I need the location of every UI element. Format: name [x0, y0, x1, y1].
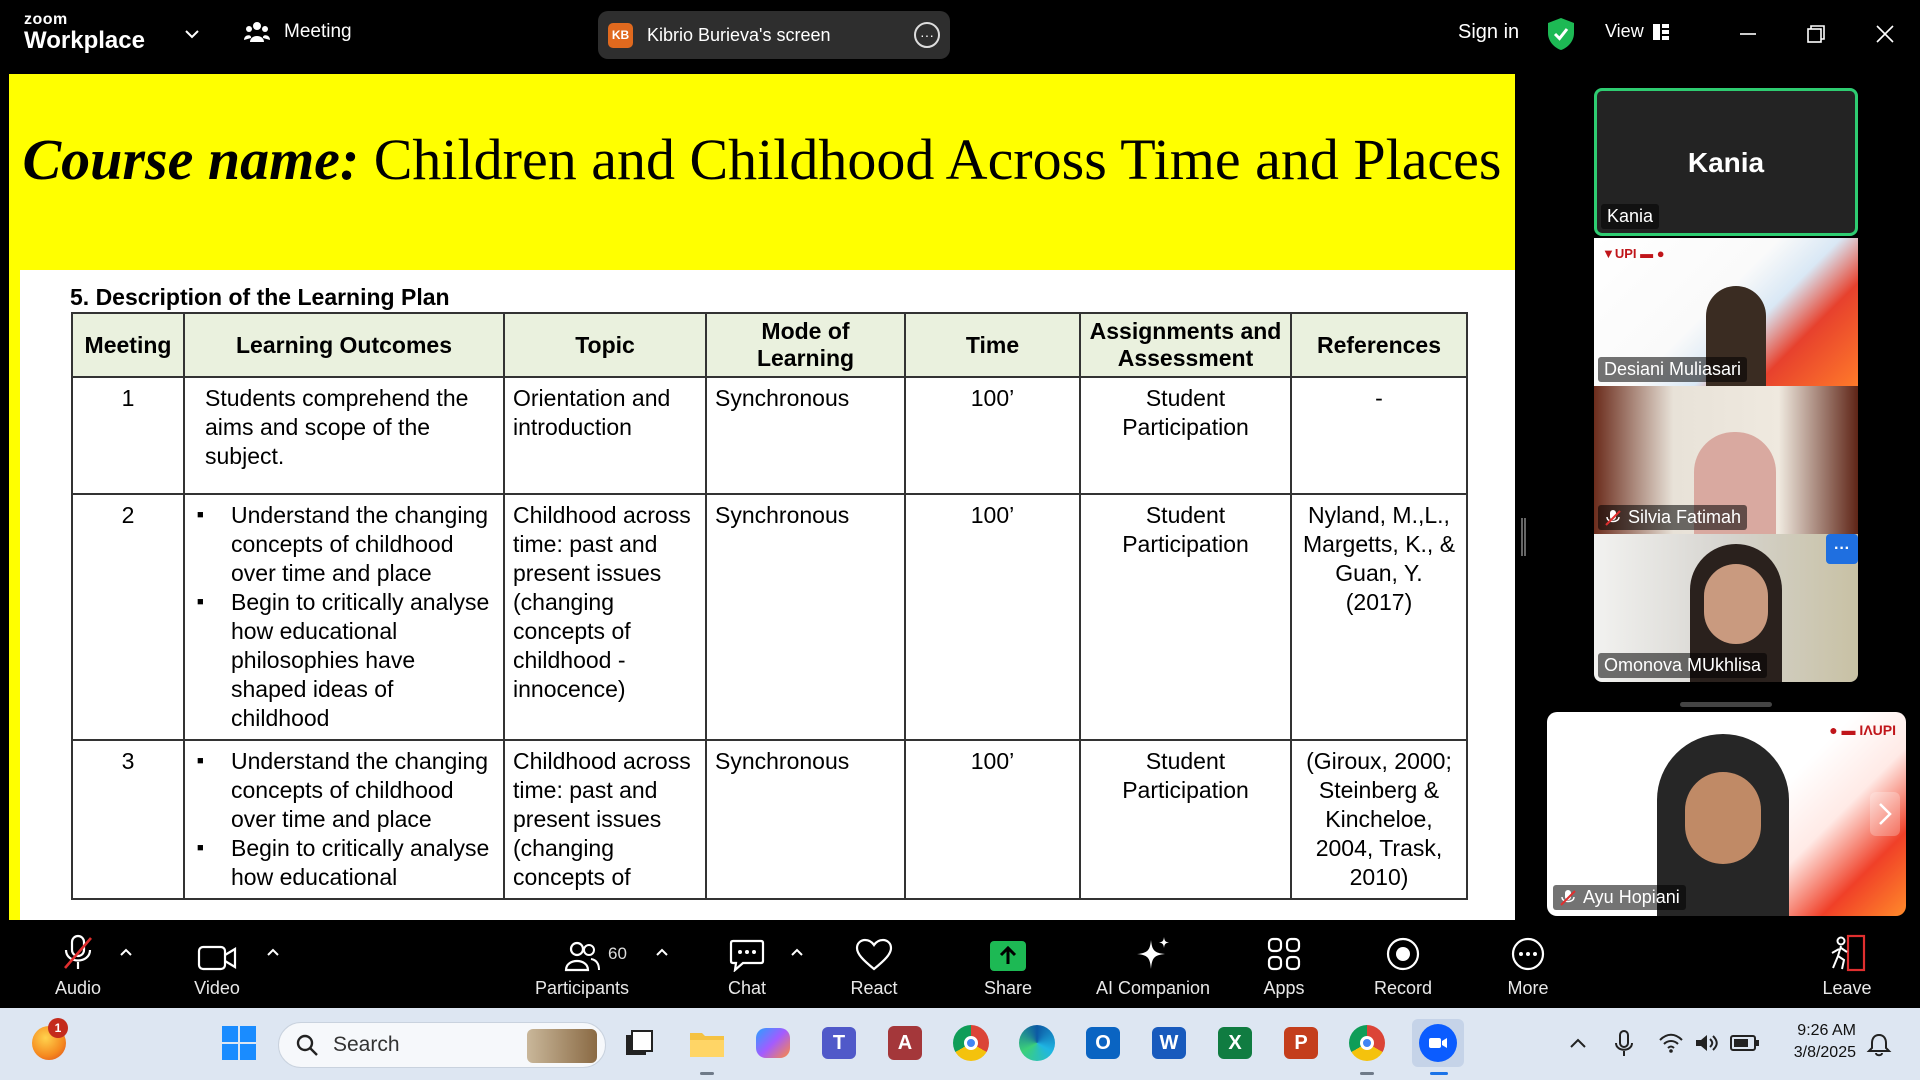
layout-icon: [1652, 23, 1670, 41]
folder-glyph: [688, 1027, 726, 1059]
active-app-indicator: [1360, 1072, 1374, 1075]
participant-name-tag: [1598, 505, 1747, 530]
clock-time: 9:26 AM: [1797, 1022, 1856, 1039]
teams-glyph: T: [822, 1027, 856, 1059]
restore-icon[interactable]: [1800, 18, 1832, 50]
references-cell: -: [1291, 377, 1467, 494]
logo-big-text: Workplace: [24, 27, 145, 54]
mic-muted-icon: [1559, 889, 1577, 907]
meeting-cell: 3: [72, 740, 184, 899]
search-highlight-image: [527, 1029, 597, 1063]
column-header: Meeting: [72, 313, 184, 377]
powerpoint-glyph: P: [1284, 1027, 1318, 1059]
chat-label: Chat: [727, 978, 767, 998]
participant-face: [1704, 564, 1768, 644]
outcome-bullet: ■ Begin to critically analyse how educational philosophies have shaped ideas of childhood: [193, 588, 495, 733]
active-speaker-tile[interactable]: [1547, 712, 1906, 916]
mic-muted-icon: [1604, 509, 1622, 527]
column-header: References: [1291, 313, 1467, 377]
leave-button[interactable]: [1787, 934, 1907, 999]
meeting-controls-toolbar: [0, 920, 1920, 1008]
upi-logo-graphic: ● ▬ IΛUPI: [1829, 722, 1896, 738]
search-placeholder: Search: [333, 1033, 400, 1056]
excel-glyph: X: [1218, 1027, 1252, 1059]
chevron-right-icon: [1877, 802, 1893, 826]
next-page-button[interactable]: [1870, 792, 1900, 836]
shared-screen-indicator[interactable]: [598, 11, 950, 59]
sharer-avatar: KB: [608, 23, 633, 48]
more-options-icon[interactable]: ···: [1826, 534, 1858, 564]
view-menu-button[interactable]: [1605, 21, 1670, 42]
chevron-up-icon[interactable]: [787, 942, 807, 962]
slide-left-border: [9, 270, 20, 920]
security-shield-icon[interactable]: [1546, 17, 1576, 51]
outcome-list: [193, 747, 495, 892]
participants-count: 60: [608, 944, 627, 963]
chrome-glyph: [953, 1025, 989, 1061]
more-options-icon[interactable]: ···: [914, 22, 940, 48]
task-view-glyph: [624, 1029, 654, 1057]
table-row: [72, 377, 1467, 494]
apps-icon: [1266, 936, 1302, 972]
assessment-cell: Student Participation: [1080, 494, 1291, 740]
file-explorer-icon[interactable]: [686, 1022, 728, 1064]
share-screen-button[interactable]: [948, 934, 1068, 999]
chevron-up-icon[interactable]: [263, 942, 283, 962]
participants-icon: [564, 940, 600, 972]
wifi-icon[interactable]: [1658, 1032, 1684, 1054]
apps-label: Apps: [1263, 978, 1305, 998]
course-title: [9, 126, 1515, 193]
column-header: Learning Outcomes: [184, 313, 504, 377]
participant-name: Desiani Muliasari: [1604, 359, 1742, 379]
microphone-icon[interactable]: [1614, 1030, 1634, 1058]
chevron-down-icon[interactable]: [182, 24, 202, 44]
learning-plan-table: [71, 312, 1468, 900]
outcome-cell: [184, 740, 504, 899]
react-label: React: [850, 978, 898, 998]
table-row: [72, 494, 1467, 740]
windows-taskbar: [0, 1008, 1920, 1080]
chrome-glyph: [1349, 1025, 1385, 1061]
taskbar-search-box[interactable]: [278, 1022, 606, 1068]
shared-screen-content: [9, 74, 1515, 920]
table-row: [72, 740, 1467, 899]
close-icon[interactable]: [1869, 18, 1901, 50]
assessment-cell: Student Participation: [1080, 740, 1291, 899]
meeting-top-bar: [0, 0, 1920, 70]
participant-tile-silvia[interactable]: [1594, 386, 1858, 534]
search-icon: [295, 1033, 319, 1057]
participant-name: Kania: [1607, 206, 1654, 226]
time-cell: 100’: [905, 377, 1080, 494]
share-screen-icon: [989, 940, 1027, 972]
active-app-indicator: [1430, 1072, 1448, 1075]
zoom-app-icon[interactable]: [1412, 1019, 1464, 1067]
view-label: View: [1605, 21, 1644, 41]
mic-muted-icon: [61, 934, 95, 972]
word-icon[interactable]: [1148, 1022, 1190, 1064]
course-title-text: Children and Childhood Across Time and Places: [373, 127, 1502, 192]
meeting-cell: 1: [72, 377, 184, 494]
share-label: Share: [983, 978, 1033, 998]
chat-bubble-icon: [729, 938, 765, 972]
meeting-label: Meeting: [284, 21, 352, 42]
windows-logo-icon: [221, 1025, 257, 1061]
topic-cell: Orientation and introduction: [504, 377, 706, 494]
participant-name-tag: [1553, 885, 1686, 910]
participant-name: Ayu Hopiani: [1583, 887, 1680, 907]
participant-tile-desiani[interactable]: [1594, 238, 1858, 386]
powerpoint-icon[interactable]: [1280, 1022, 1322, 1064]
battery-icon[interactable]: [1730, 1034, 1760, 1052]
access-glyph: A: [888, 1026, 922, 1060]
react-button[interactable]: [814, 934, 934, 999]
more-label: More: [1507, 978, 1549, 998]
copilot-glyph: [756, 1028, 790, 1058]
copilot-icon[interactable]: [752, 1022, 794, 1064]
access-icon[interactable]: [884, 1022, 926, 1064]
column-header: Mode of Learning: [706, 313, 905, 377]
video-button[interactable]: [157, 934, 277, 999]
excel-icon[interactable]: [1214, 1022, 1256, 1064]
references-cell: Nyland, M.,L., Margetts, K., & Guan, Y. (2017): [1291, 494, 1467, 740]
assessment-cell: Student Participation: [1080, 377, 1291, 494]
audio-label: Audio: [54, 978, 102, 998]
ai-companion-label: AI Companion: [1095, 978, 1211, 998]
edge-icon[interactable]: [1016, 1022, 1058, 1064]
leave-door-icon: [1828, 934, 1866, 972]
upi-logo-graphic: ▼UPI ▬ ●: [1602, 246, 1665, 261]
more-dots-icon: [1510, 936, 1546, 972]
sparkle-icon: [1135, 936, 1171, 972]
zoom-workplace-logo: [24, 12, 145, 53]
leave-label: Leave: [1822, 978, 1872, 998]
chevron-up-icon[interactable]: [1568, 1036, 1588, 1050]
chrome-profile-icon[interactable]: [1346, 1022, 1388, 1064]
participant-face: [1685, 772, 1761, 864]
participant-tile-omonova[interactable]: [1594, 534, 1858, 682]
zoom-glyph: [1419, 1024, 1457, 1062]
mode-cell: Synchronous: [706, 494, 905, 740]
participant-name-tag: [1601, 204, 1659, 229]
panel-resize-handle[interactable]: [1521, 518, 1526, 556]
references-cell: (Giroux, 2000; Steinberg & Kincheloe, 2004, Trask, 2010): [1291, 740, 1467, 899]
minimize-icon[interactable]: [1732, 18, 1764, 50]
more-button[interactable]: [1468, 934, 1588, 999]
meeting-cell: 2: [72, 494, 184, 740]
ai-companion-button[interactable]: [1093, 934, 1213, 999]
outcome-bullet: ■ Understand the changing concepts of childhood over time and place: [193, 501, 495, 588]
sign-in-link[interactable]: Sign in: [1458, 21, 1520, 43]
chrome-icon[interactable]: [950, 1022, 992, 1064]
participant-avatar-name: Kania: [1687, 147, 1765, 178]
outcome-cell: Students comprehend the aims and scope of the subject.: [184, 377, 504, 494]
section-heading: 5. Description of the Learning Plan: [70, 284, 450, 310]
shared-screen-title: Kibrio Burieva's screen: [647, 24, 831, 45]
logo-small-text: zoom: [24, 11, 68, 28]
participant-name: Silvia Fatimah: [1628, 507, 1742, 527]
time-cell: 100’: [905, 740, 1080, 899]
outlook-glyph: O: [1086, 1027, 1120, 1059]
people-icon: [244, 20, 270, 44]
chevron-up-icon[interactable]: [652, 942, 672, 962]
outcome-cell: [184, 494, 504, 740]
column-header: Topic: [504, 313, 706, 377]
outcome-bullet: ■ Understand the changing concepts of childhood over time and place: [193, 747, 495, 834]
chevron-up-icon[interactable]: [116, 942, 136, 962]
course-title-label: Course name:: [22, 127, 360, 192]
record-icon: [1385, 936, 1421, 972]
participants-label: Participants: [534, 978, 630, 998]
volume-icon[interactable]: [1694, 1032, 1720, 1054]
record-button[interactable]: [1343, 934, 1463, 999]
time-cell: 100’: [905, 494, 1080, 740]
topic-cell: Childhood across time: past and present issues (changing concepts of childhood - innocence): [504, 494, 706, 740]
mode-cell: Synchronous: [706, 377, 905, 494]
gallery-scrollbar[interactable]: [1680, 702, 1772, 707]
system-clock[interactable]: [1772, 1020, 1856, 1064]
video-camera-icon: [197, 944, 237, 972]
outcome-list: [193, 501, 495, 733]
outlook-icon[interactable]: [1082, 1022, 1124, 1064]
mode-cell: Synchronous: [706, 740, 905, 899]
word-glyph: W: [1152, 1027, 1186, 1059]
task-view-icon[interactable]: [618, 1022, 660, 1064]
notification-badge: 1: [48, 1018, 68, 1038]
topic-cell: Childhood across time: past and present issues (changing concepts of: [504, 740, 706, 899]
active-app-indicator: [700, 1072, 714, 1075]
participant-name-tag: [1598, 653, 1767, 678]
participant-tile-kania[interactable]: [1594, 88, 1858, 236]
participant-name: Omonova MUkhlisa: [1604, 655, 1762, 675]
participant-name-tag: [1598, 357, 1747, 382]
table-header-row: [72, 313, 1467, 377]
column-header: Assignments and Assessment: [1080, 313, 1291, 377]
notification-bell-icon[interactable]: [1866, 1032, 1892, 1058]
teams-icon[interactable]: [818, 1022, 860, 1064]
record-label: Record: [1373, 978, 1433, 998]
meeting-menu-button[interactable]: [244, 20, 352, 44]
clock-date: 3/8/2025: [1793, 1044, 1856, 1061]
heart-icon: [855, 938, 893, 972]
column-header: Time: [905, 313, 1080, 377]
edge-glyph: [1019, 1025, 1055, 1061]
outcome-bullet: ■ Begin to critically analyse how educational: [193, 834, 495, 892]
video-label: Video: [194, 978, 240, 998]
start-menu-icon[interactable]: [218, 1022, 260, 1064]
apps-button[interactable]: [1224, 934, 1344, 999]
